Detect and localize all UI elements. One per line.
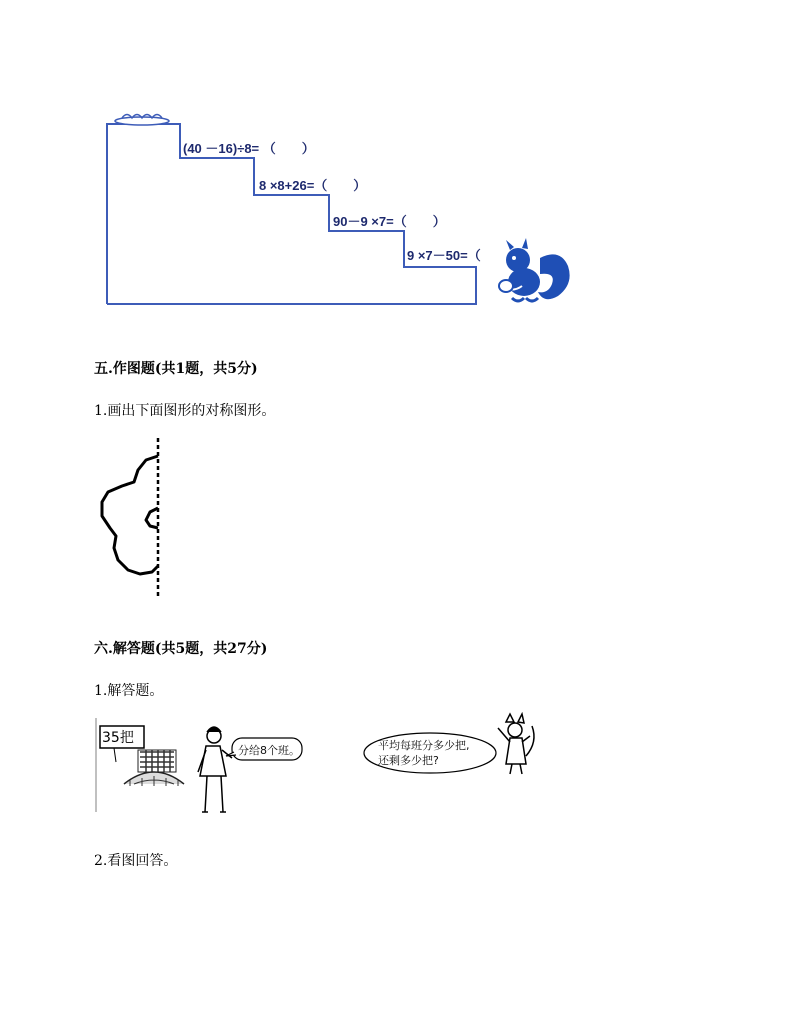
teacher-figure: [198, 727, 232, 812]
section-5-title: 五.作图题(共1题，共5分): [94, 361, 258, 377]
sign-label: 35把: [102, 730, 134, 746]
illustration-drawing: [94, 712, 544, 822]
fox-figure: [498, 714, 534, 774]
equation-4: 9 ×7－50=（: [407, 248, 481, 263]
staircase-outline: [0, 0, 794, 330]
bubble-2-line-1: 平均每班分多少把,: [378, 739, 470, 752]
equation-3: 90－9 ×7=（ ）: [333, 214, 446, 229]
plate-icon: [115, 115, 169, 126]
half-flower-figure: [94, 436, 184, 598]
bubble-1-text: 分给8个班。: [238, 744, 300, 757]
bubble-2-line-2: 还剩多少把?: [378, 754, 439, 767]
section-5-question-1: 1.画出下面图形的对称图形。: [94, 403, 276, 419]
equation-2: 8 ×8+26=（ ）: [259, 178, 367, 193]
section-6-question-1: 1.解答题。: [94, 683, 164, 699]
squirrel-icon: [490, 238, 572, 306]
section-6-title: 六.解答题(共5题，共27分): [94, 641, 268, 657]
equation-1: (40 －16)÷8= （ ）: [183, 141, 315, 156]
section-6-question-2: 2.看图回答。: [94, 853, 178, 869]
umbrella-bundle-icon: [124, 750, 184, 786]
